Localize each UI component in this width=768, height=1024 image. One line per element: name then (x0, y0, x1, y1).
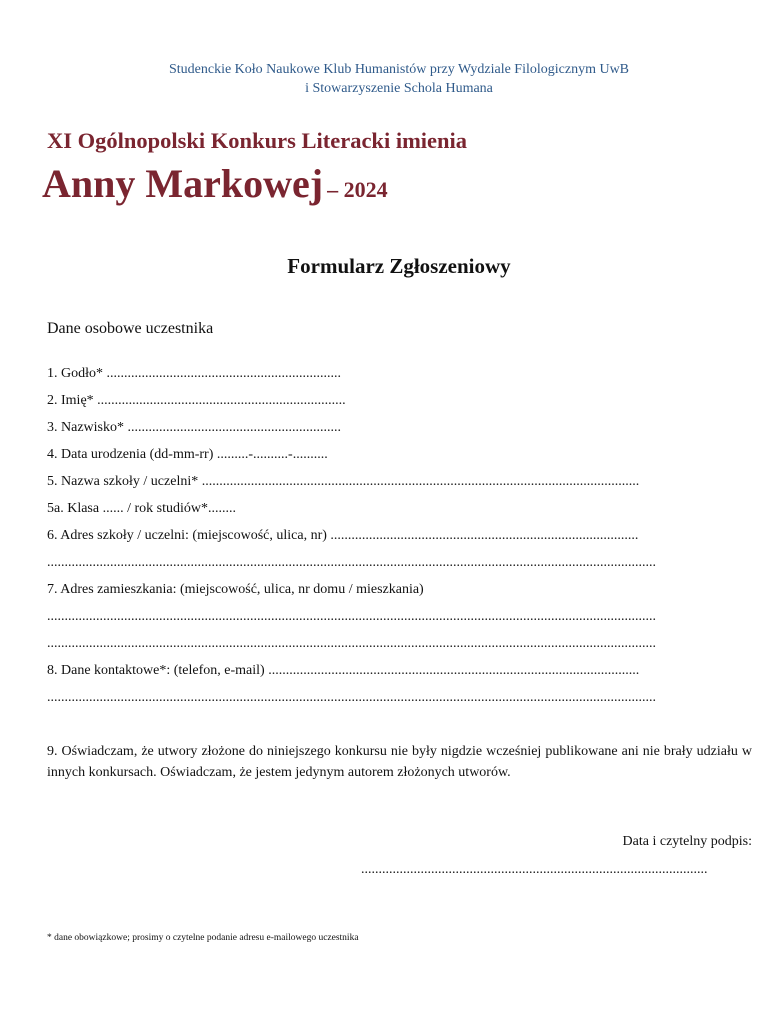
form-title: Formularz Zgłoszeniowy (287, 254, 511, 278)
field-godlo[interactable]: 1. Godło* ................................................................... (47, 366, 341, 381)
field-adres-zamieszkania-line-2[interactable]: .............................................................................................................................................................................. (47, 636, 656, 651)
field-adres-szkoly[interactable]: 6. Adres szkoły / uczelni: (miejscowość, ulica, nr) ........................................................................................ (47, 528, 639, 543)
contest-name (42, 160, 388, 207)
patron-name: Anny Markowej (42, 161, 324, 206)
declaration: 9. Oświadczam, że utwory złożone do niniejszego konkursu nie były nigdzie wcześniej publikowane ani nie brały udziału w innych konkursach. Oświadczam, że jestem jedynym autorem złożonych utworów. (47, 744, 752, 780)
field-dane-kontaktowe-line-2[interactable]: .............................................................................................................................................................................. (47, 690, 656, 705)
contest-year: – 2024 (327, 177, 388, 202)
field-dane-kontaktowe[interactable]: 8. Dane kontaktowe*: (telefon, e-mail) .......................................................................................................... (47, 663, 640, 678)
signature-label: Data i czytelny podpis: (622, 834, 752, 849)
field-klasa-rok[interactable]: 5a. Klasa ...... / rok studiów*........ (47, 501, 236, 516)
signature-line[interactable]: ................................................................................................... (361, 862, 708, 877)
footnote: * dane obowiązkowe; prosimy o czytelne podanie adresu e-mailowego uczestnika (47, 933, 359, 943)
contest-title: XI Ogólnopolski Konkurs Literacki imienia (47, 128, 468, 153)
field-nazwa-szkoly[interactable]: 5. Nazwa szkoły / uczelni* ............................................................................................................................. (47, 474, 640, 489)
organizer-header (0, 60, 768, 98)
organizer-line-2: i Stowarzyszenie Schola Humana (305, 81, 493, 96)
field-adres-szkoly-line-2[interactable]: .............................................................................................................................................................................. (47, 555, 656, 570)
field-adres-zamieszkania: 7. Adres zamieszkania: (miejscowość, ulica, nr domu / mieszkania) (47, 582, 424, 597)
organizer-line-1: Studenckie Koło Naukowe Klub Humanistów przy Wydziale Filologicznym UwB (168, 62, 630, 77)
field-nazwisko[interactable]: 3. Nazwisko* ............................................................. (47, 420, 341, 435)
field-imie[interactable]: 2. Imię* ....................................................................... (47, 393, 346, 408)
field-data-urodzenia[interactable]: 4. Data urodzenia (dd-mm-rr) .........-..........-.......... (47, 447, 328, 462)
field-adres-zamieszkania-line-1[interactable]: .............................................................................................................................................................................. (47, 609, 656, 624)
section-title: Dane osobowe uczestnika (47, 320, 214, 337)
